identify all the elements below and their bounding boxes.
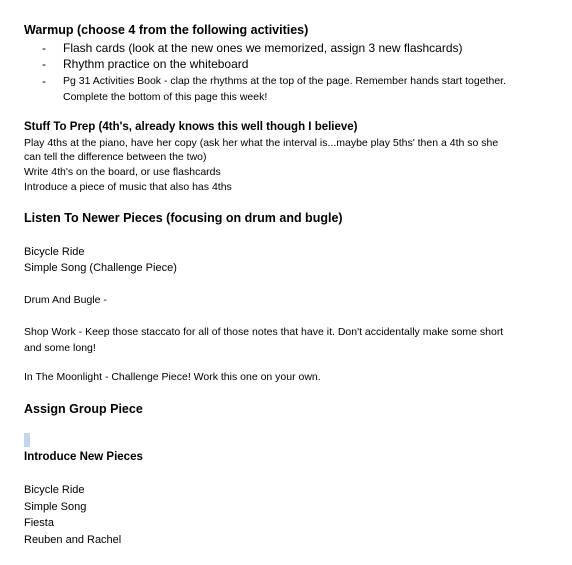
bullet-marker: - [42, 74, 46, 88]
prep-line-4: Introduce a piece of music that also has 4ths [24, 181, 232, 193]
warmup-item-1: Flash cards (look at the new ones we memorized, assign 3 new flashcards) [63, 41, 463, 55]
prep-line-1: Play 4ths at the piano, have her copy (ask her what the interval is...maybe play 5ths' then a 4th so she [24, 137, 499, 149]
drum-and-bugle: Drum And Bugle - [24, 294, 107, 306]
text-cursor-selection [24, 433, 30, 447]
in-the-moonlight: In The Moonlight - Challenge Piece! Work this one on your own. [24, 371, 321, 383]
introduce-piece-1: Bicycle Ride [24, 484, 85, 496]
shop-work-line-1: Shop Work - Keep those staccato for all of those notes that have it. Don't accidentally make some short [24, 326, 504, 338]
prep-line-2: can tell the difference between the two) [24, 151, 207, 163]
introduce-piece-2: Simple Song [24, 501, 87, 513]
shop-work-line-2: and some long! [24, 342, 96, 354]
warmup-heading: Warmup (choose 4 from the following activities) [24, 23, 309, 37]
group-heading: Assign Group Piece [24, 402, 143, 416]
introduce-piece-3: Fiesta [24, 517, 54, 529]
warmup-item-3-continued: Complete the bottom of this page this week! [63, 91, 268, 103]
introduce-heading: Introduce New Pieces [24, 451, 143, 463]
listen-heading: Listen To Newer Pieces (focusing on drum and bugle) [24, 211, 343, 225]
prep-heading: Stuff To Prep (4th's, already knows this well though I believe) [24, 121, 358, 133]
listen-piece-1: Bicycle Ride [24, 246, 85, 258]
prep-line-3: Write 4th's on the board, or use flashcards [24, 166, 221, 178]
bullet-marker: - [42, 41, 46, 55]
introduce-piece-4: Reuben and Rachel [24, 534, 122, 546]
listen-piece-2: Simple Song (Challenge Piece) [24, 262, 177, 274]
warmup-item-3: Pg 31 Activities Book - clap the rhythms at the top of the page. Remember hands start together. [63, 75, 506, 87]
bullet-marker: - [42, 57, 46, 71]
warmup-item-2: Rhythm practice on the whiteboard [63, 57, 249, 71]
